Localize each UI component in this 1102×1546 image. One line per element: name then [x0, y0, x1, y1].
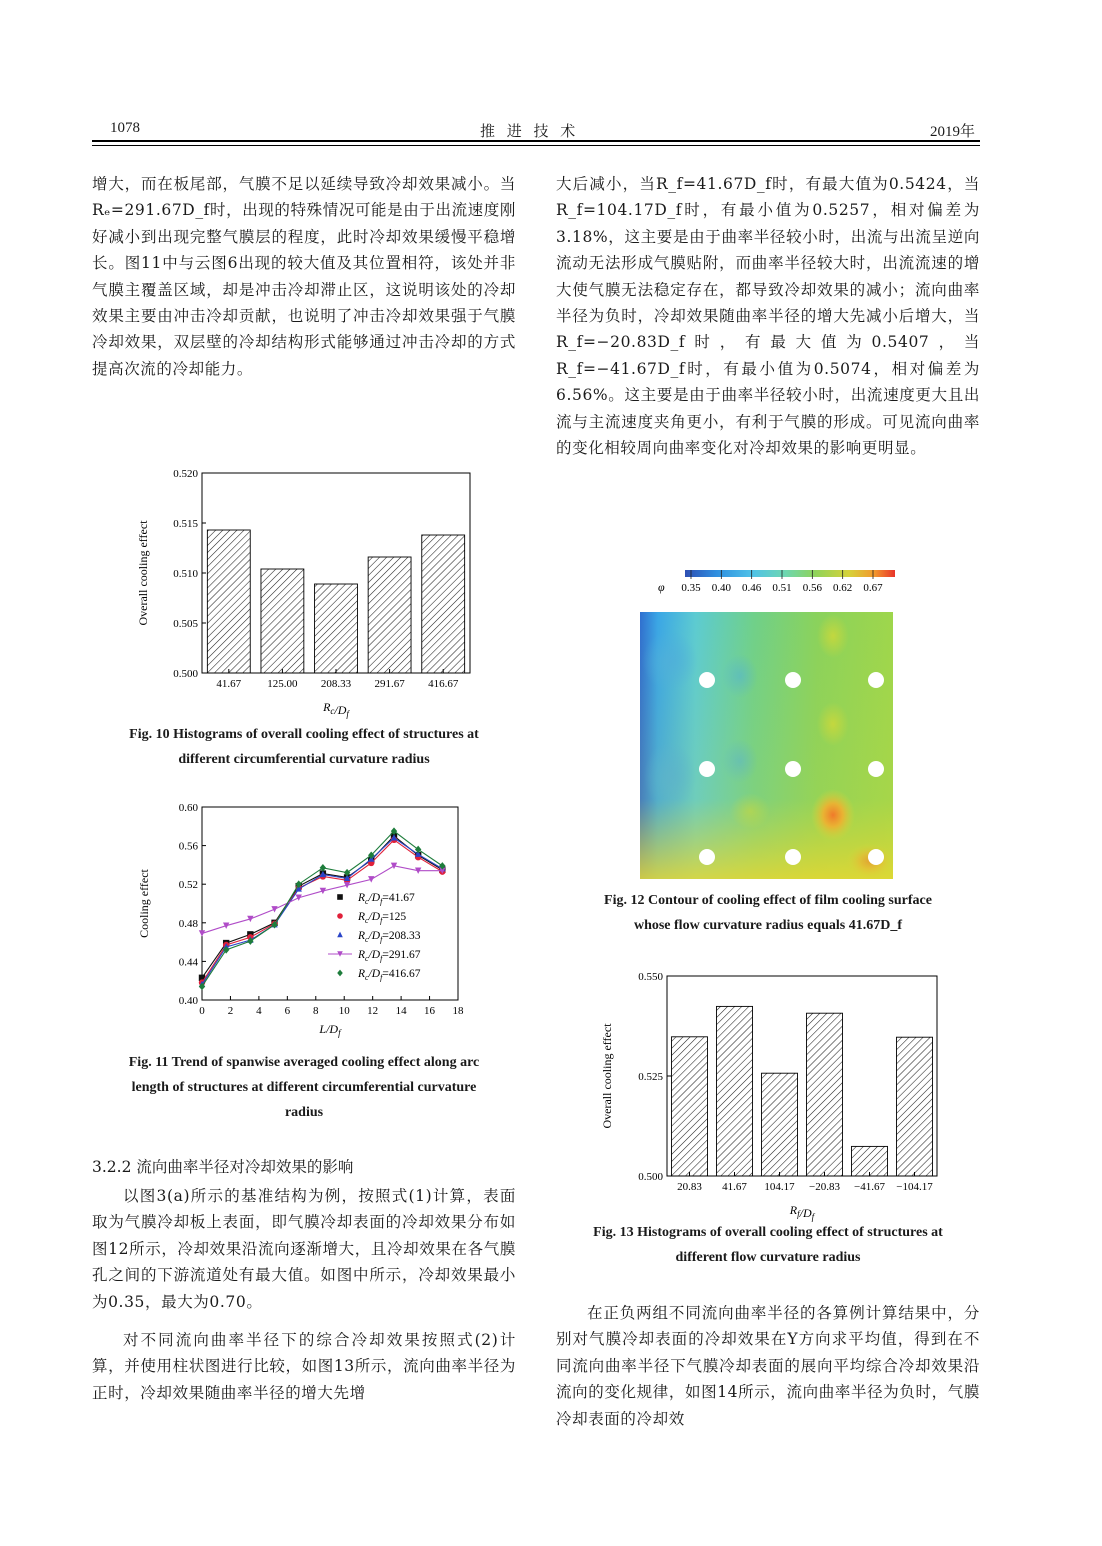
y-tick-label: 0.52 — [178, 879, 198, 892]
x-tick-label: −104.17 — [896, 1181, 933, 1193]
bar — [762, 1073, 798, 1176]
y-tick-label: 0.500 — [638, 1171, 663, 1183]
x-tick-label: 41.67 — [722, 1181, 747, 1193]
x-tick-label: 208.33 — [320, 678, 352, 690]
bar — [897, 1037, 933, 1176]
x-tick-label: −20.83 — [809, 1181, 840, 1193]
x-tick-label: 8 — [313, 1005, 319, 1017]
header-rule-thin — [92, 145, 980, 146]
bar — [807, 1013, 843, 1176]
data-point — [199, 930, 205, 936]
y-tick-label: 0.520 — [173, 468, 198, 480]
y-tick-label: 0.40 — [178, 995, 198, 1007]
fig12-caption-line1: Fig. 12 Contour of cooling effect of film cooling surface — [604, 893, 932, 908]
year: 2019年 — [930, 124, 976, 140]
paragraph: 以图3(a)所示的基准结构为例，按照式(1)计算，表面取为气膜冷却板上表面，即气膜冷却表面的冷却效果分布如图12所示，冷却效果沿流向逐渐增大，且冷却效果在各气膜孔之间的下游流道处有最大值。如图中所示，冷却效果最小为0.35，最大为0.70。 — [92, 1187, 516, 1311]
fig13-caption — [556, 1220, 980, 1270]
fig10-caption-line2: different circumferential curvature radius — [178, 752, 430, 767]
paragraph: 增大，而在板尾部，气膜不足以延续导致冷却效果减小。当Rₑ=291.67D_f时，出现的特殊情况可能是由于出流速度刚好减小到出现完整气膜层的程度，此时冷却效果缓慢平稳增长。图11中与云图6出现的较大值及其位置相符，该处并非气膜主覆盖区域，却是冲击冷却滞止区，这说明该处的冷却效果主要由冲击冷却贡献，也说明了冲击冷却效果强于气膜冷却效果，双层壁的冷却结构形式能够通过冲击冷却的方式提高次流的冷却能力。 — [92, 175, 516, 378]
x-tick-label: 20.83 — [677, 1181, 702, 1193]
fig10-caption — [92, 722, 516, 772]
data-point — [337, 932, 343, 938]
y-tick-label: 0.510 — [173, 568, 198, 580]
bar — [852, 1146, 888, 1176]
series-line — [202, 840, 442, 983]
bar — [717, 1006, 753, 1176]
data-point — [296, 895, 302, 901]
x-tick-label: 125.00 — [267, 678, 298, 690]
fig12-contour — [640, 566, 900, 882]
x-axis-label: $R_f/D_f$ — [789, 1203, 815, 1222]
x-tick-label: 0 — [199, 1005, 205, 1017]
fig13-chart — [597, 967, 942, 1222]
legend-label: $R_c/D_f=208.33$ — [358, 930, 421, 944]
colorbar-tick-label: 0.40 — [711, 582, 731, 594]
section-heading: 3.2.2 流向曲率半径对冷却效果的影响 — [92, 1158, 354, 1176]
y-tick-label: 0.44 — [178, 956, 198, 969]
paragraph: 对不同流向曲率半径下的综合冷却效果按照式(2)计算，并使用柱状图进行比较，如图13所示，流向曲率半径为正时，冷却效果随曲率半径的增大先增 — [92, 1331, 516, 1402]
x-tick-label: 4 — [256, 1005, 262, 1017]
y-axis-label: Overall cooling effect — [136, 520, 150, 626]
data-point — [247, 916, 253, 922]
data-point — [337, 970, 343, 977]
paragraph: 大后减小，当R_f=41.67D_f时，有最大值为0.5424，当R_f=104.17D_f时，有最小值为0.5257，相对偏差为3.18%，这主要是由于曲率半径较小时，出流与出流呈逆向流动无法形成气膜贴附，而曲率半径较大时，出流流速的增大使气膜无法稳定存在，都导致冷却效果的减小；流向曲率半径为负时，冷却效果随曲率半径的增大先减小后增大，当R_f=−20.83D_f时，有最大值为0.5407，当R_f=−41.67D_f时，有最小值为0.5074，相对偏差为6.56%。这主要是由于曲率半径较小时，出流速度更大且出流与主流速度夹角更小，有利于气膜的形成。可见流向曲率的变化相较周向曲率变化对冷却效果的影响更明显。 — [556, 175, 980, 458]
data-point — [337, 894, 343, 900]
film-hole — [868, 672, 884, 688]
x-tick-label: 2 — [227, 1005, 234, 1017]
left-column-top — [92, 171, 516, 437]
colorbar-tick-label: 0.62 — [833, 582, 853, 594]
fig12-caption — [556, 888, 980, 938]
y-tick-label: 0.500 — [173, 668, 198, 680]
colorbar-tick-label: 0.46 — [742, 582, 762, 594]
right-column-bottom — [556, 1300, 980, 1432]
fig11-caption — [92, 1050, 516, 1125]
bar — [207, 530, 250, 673]
film-hole — [785, 672, 801, 688]
y-tick-label: 0.56 — [178, 840, 198, 853]
fig12-caption-line2: whose flow curvature radius equals 41.67D_f — [633, 918, 903, 933]
x-tick-label: 10 — [338, 1005, 350, 1017]
film-hole — [868, 761, 884, 777]
bar — [422, 535, 465, 673]
x-tick-label: 416.67 — [428, 678, 459, 690]
paragraph: 在正负两组不同流向曲率半径的各算例计算结果中，分别对气膜冷却表面的冷却效果在Y方向求平均值，得到在不同流向曲率半径下气膜冷却表面的展向平均综合冷却效果沿流向的变化规律，如图14所示，流向曲率半径为负时，气膜冷却表面的冷却效 — [556, 1304, 980, 1428]
left-column-bottom — [92, 1183, 516, 1406]
x-tick-label: −41.67 — [854, 1181, 885, 1193]
bar — [368, 557, 411, 673]
colorbar-tick-label: 0.67 — [863, 582, 883, 594]
data-point — [223, 922, 229, 928]
x-tick-label: 12 — [367, 1005, 379, 1017]
series-line — [202, 838, 442, 985]
x-tick-label: 104.17 — [764, 1181, 795, 1193]
bar — [261, 569, 304, 673]
legend-label: $R_c/D_f=41.67$ — [358, 892, 415, 906]
colorbar — [685, 570, 895, 577]
right-column-top — [556, 171, 980, 461]
y-tick-label: 0.550 — [638, 971, 663, 983]
phi-label: φ — [658, 580, 665, 594]
fig10-chart — [132, 465, 462, 719]
x-tick-label: 18 — [452, 1005, 464, 1017]
y-tick-label: 0.60 — [178, 802, 198, 814]
x-tick-label: 41.67 — [216, 678, 242, 690]
legend-label: $R_c/D_f=416.67$ — [358, 968, 421, 982]
data-point — [337, 913, 343, 919]
colorbar-tick-label: 0.35 — [681, 582, 701, 594]
legend-label: $R_c/D_f=291.67$ — [358, 949, 421, 963]
contour-warm-band — [640, 612, 893, 879]
fig11-chart — [132, 798, 472, 1043]
x-axis-label: $L/D_f$ — [319, 1022, 341, 1038]
x-axis-label: $R_c/D_f$ — [323, 700, 349, 719]
x-tick-label: 291.67 — [374, 678, 405, 690]
y-tick-label: 0.48 — [178, 917, 198, 930]
bar — [315, 584, 358, 673]
film-hole — [699, 849, 715, 865]
fig11-caption-line2: length of structures at different circumferential curvature — [131, 1080, 477, 1095]
page-number: 1078 — [110, 120, 140, 136]
fig10-caption-line1: Fig. 10 Histograms of overall cooling effect of structures at — [129, 727, 479, 742]
y-tick-label: 0.515 — [173, 518, 198, 530]
film-hole — [868, 849, 884, 865]
x-tick-label: 16 — [424, 1005, 436, 1017]
colorbar-tick-label: 0.51 — [772, 582, 792, 594]
legend-label: $R_c/D_f=125$ — [358, 911, 407, 925]
y-axis-label: Overall cooling effect — [600, 1023, 614, 1129]
y-tick-label: 0.505 — [173, 618, 198, 630]
fig11-caption-line3: radius — [284, 1105, 324, 1120]
series-line — [202, 831, 442, 986]
colorbar-tick-label: 0.56 — [802, 582, 822, 594]
bar — [672, 1037, 708, 1176]
data-point — [271, 906, 277, 912]
contour-hot-spot — [811, 789, 855, 841]
film-hole — [699, 672, 715, 688]
journal-title: 推 进 技 术 — [480, 124, 580, 140]
film-hole — [699, 761, 715, 777]
fig11-caption-line1: Fig. 11 Trend of spanwise averaged cooling effect along arc — [128, 1055, 480, 1070]
film-hole — [785, 761, 801, 777]
y-axis-label: Cooling effect — [137, 869, 151, 938]
x-tick-label: 6 — [284, 1005, 291, 1017]
y-tick-label: 0.525 — [638, 1071, 663, 1083]
fig13-caption-line2: different flow curvature radius — [675, 1250, 861, 1265]
fig13-caption-line1: Fig. 13 Histograms of overall cooling effect of structures at — [593, 1225, 943, 1240]
header-rule — [92, 140, 980, 142]
x-tick-label: 14 — [395, 1005, 407, 1017]
film-hole — [785, 849, 801, 865]
